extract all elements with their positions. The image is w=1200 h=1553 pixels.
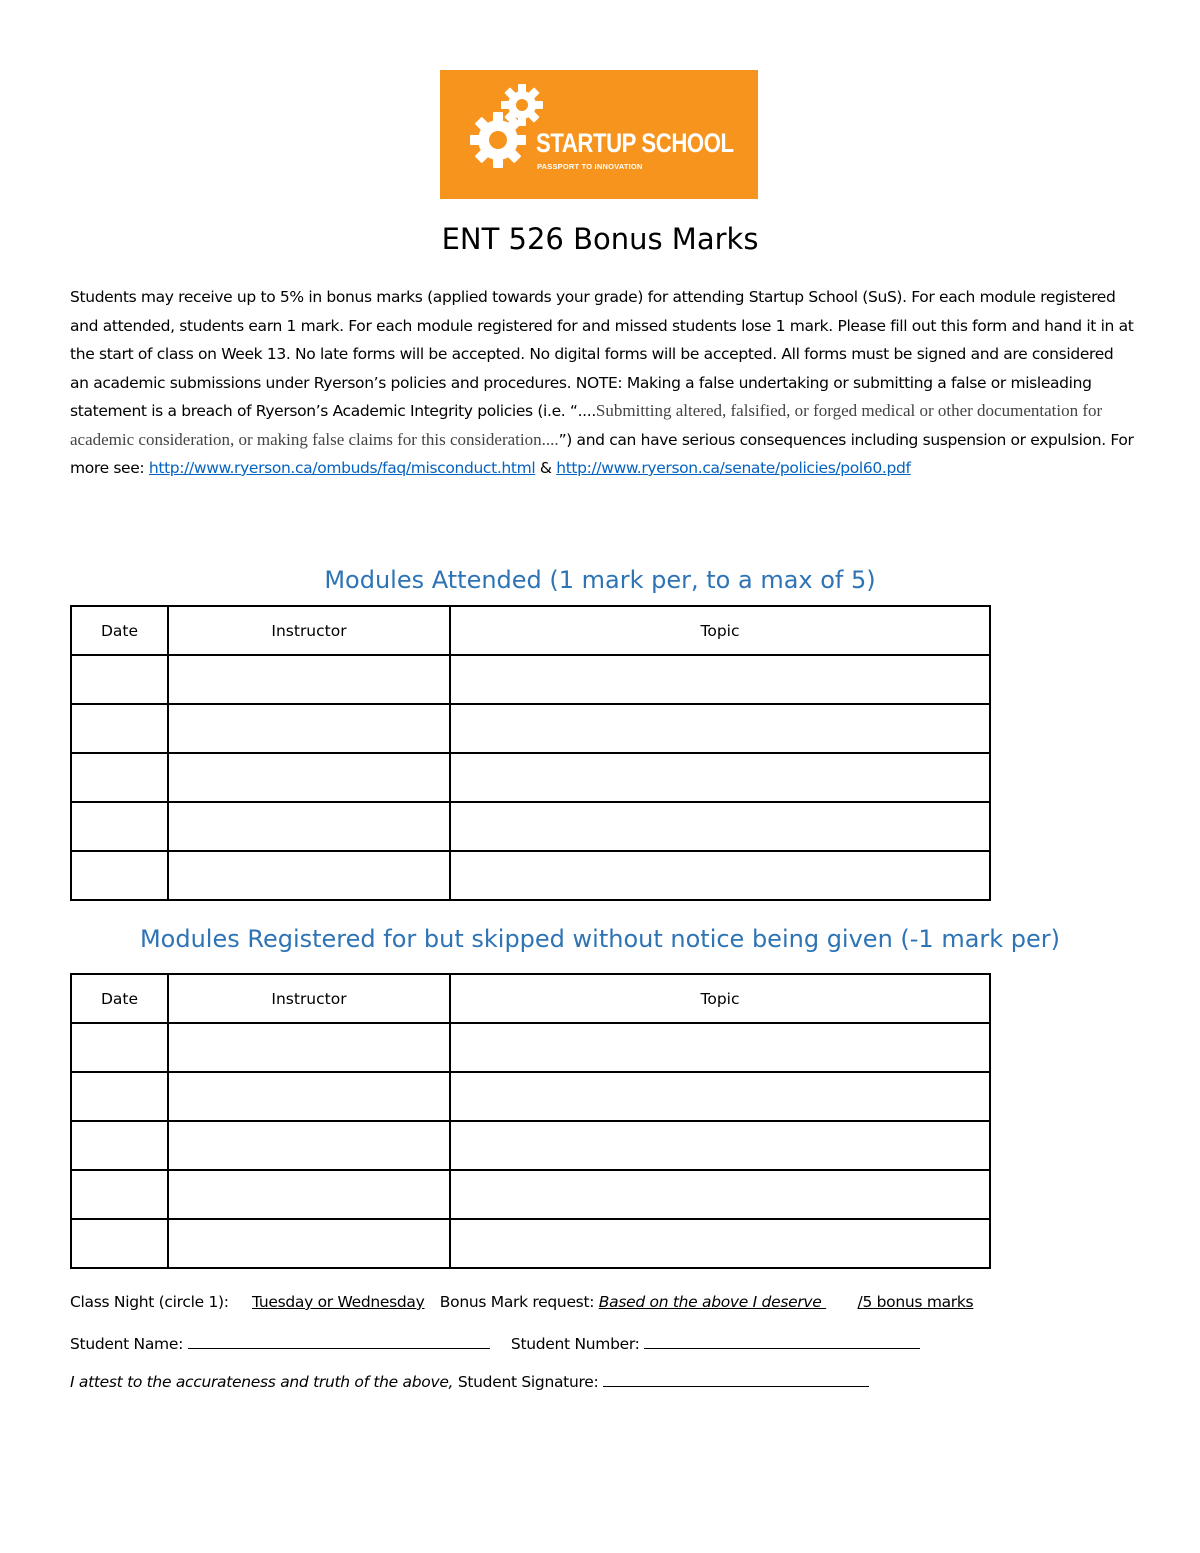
topic-cell[interactable] [450,1023,990,1072]
topic-cell[interactable] [450,704,990,753]
table-row [71,753,990,802]
date-cell[interactable] [71,753,168,802]
date-cell[interactable] [71,851,168,900]
topic-cell[interactable] [450,851,990,900]
intro-text-1: Students may receive up to 5% in bonus marks (applied towards your grade) for attending Startup School (SuS). For each module registered and attended, students earn 1 mark. For each module registered for and missed students lose 1 mark. Please fill out this form and hand it in at the start of class on Week 13. No late forms will be accepted. No digital forms will be accepted. All forms must be signed and are considered an academic submissions under Ryerson’s policies and procedures. NOTE: Making a false undertaking or submitting a false or misleading statement is a breach of Ryerson’s Academic Integrity policies (i.e. “.... [70,288,1134,420]
table-row [71,704,990,753]
table-row [71,1023,990,1072]
topic-cell[interactable] [450,753,990,802]
instructor-cell[interactable] [168,1121,450,1170]
intro-paragraph [70,283,1135,483]
column-header-date: Date [71,606,168,655]
column-header-date: Date [71,974,168,1023]
student-info-line [70,1332,920,1353]
table-header-row [71,974,990,1023]
date-cell[interactable] [71,1023,168,1072]
bonus-mark-text: Based on the above I deserve [598,1293,822,1311]
ampersand: & [535,459,557,477]
attest-text: I attest to the accurateness and truth of the above, [70,1373,454,1391]
logo-wordmark: STARTUP SCHOOL [536,128,734,158]
table-row [71,802,990,851]
topic-cell[interactable] [450,1121,990,1170]
table-row [71,1121,990,1170]
student-name-label: Student Name: [70,1335,183,1353]
instructor-cell[interactable] [168,655,450,704]
page-title: ENT 526 Bonus Marks [441,222,759,256]
instructor-cell[interactable] [168,802,450,851]
signature-field[interactable] [603,1370,869,1387]
topic-cell[interactable] [450,1072,990,1121]
table-row [71,1219,990,1268]
date-cell[interactable] [71,1121,168,1170]
skipped-table [70,973,991,1269]
bonus-mark-suffix: /5 bonus marks [857,1293,974,1311]
topic-cell[interactable] [450,802,990,851]
date-cell[interactable] [71,704,168,753]
class-night-options[interactable]: Tuesday or Wednesday [252,1293,425,1311]
policy-quote: Submitting altered, falsified, or forged medical or other documentation for academic consideration, or making false claims for this consideration.... [70,401,1103,449]
class-night-label: Class Night (circle 1): [70,1293,229,1311]
date-cell[interactable] [71,802,168,851]
topic-cell[interactable] [450,1219,990,1268]
date-cell[interactable] [71,1072,168,1121]
column-header-topic: Topic [450,974,990,1023]
table-row [71,851,990,900]
date-cell[interactable] [71,655,168,704]
student-name-field[interactable] [188,1332,490,1349]
topic-cell[interactable] [450,655,990,704]
class-night-line [70,1293,973,1311]
signature-line [70,1370,869,1391]
table-header-row [71,606,990,655]
intro-text-2: ”) and can have serious consequences including suspension or expulsion. For more see: [70,430,1134,477]
instructor-cell[interactable] [168,704,450,753]
attended-heading: Modules Attended (1 mark per, to a max of 5) [324,566,876,594]
instructor-cell[interactable] [168,851,450,900]
table-row [71,1072,990,1121]
policy-link[interactable]: http://www.ryerson.ca/senate/policies/pol60.pdf [556,459,911,477]
instructor-cell[interactable] [168,753,450,802]
attended-table [70,605,991,901]
signature-label: Student Signature: [457,1373,599,1391]
logo-tagline: PASSPORT TO INNOVATION [537,162,643,171]
instructor-cell[interactable] [168,1170,450,1219]
topic-cell[interactable] [450,1170,990,1219]
column-header-instructor: Instructor [168,974,450,1023]
misconduct-link[interactable]: http://www.ryerson.ca/ombuds/faq/misconduct.html [148,459,536,477]
bonus-mark-blank[interactable] [822,1293,858,1311]
column-header-instructor: Instructor [168,606,450,655]
instructor-cell[interactable] [168,1219,450,1268]
student-number-field[interactable] [644,1332,920,1349]
table-row [71,1170,990,1219]
date-cell[interactable] [71,1170,168,1219]
date-cell[interactable] [71,1219,168,1268]
bonus-mark-label: Bonus Mark request: [439,1293,595,1311]
student-number-label: Student Number: [510,1335,640,1353]
instructor-cell[interactable] [168,1072,450,1121]
skipped-heading: Modules Registered for but skipped without notice being given (-1 mark per) [139,925,1061,953]
column-header-topic: Topic [450,606,990,655]
table-row [71,655,990,704]
instructor-cell[interactable] [168,1023,450,1072]
